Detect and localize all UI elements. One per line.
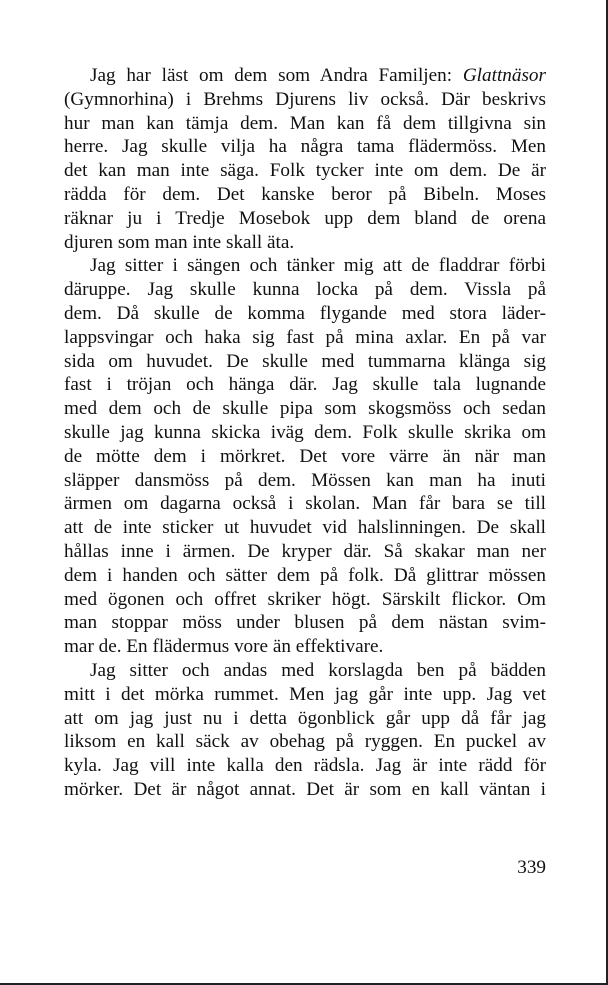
text-line: (Gymnorhina) i Brehms Djurens liv också. Där beskrivs [64, 88, 546, 110]
text-line: skulle jag kunna skicka iväg dem. Folk skulle skrika om [64, 421, 546, 443]
text-line: herre. Jag skulle vilja ha några tama flädermöss. Men [64, 136, 546, 158]
text-line [64, 64, 546, 88]
text-line: mitt i det mörka rummet. Men jag går inte upp. Jag vet [64, 683, 546, 705]
text-line: rädda för dem. Det kanske beror på Bibeln. Moses [64, 183, 546, 205]
text-line: kyla. Jag vill inte kalla den rädsla. Jag är inte rädd för [64, 755, 546, 777]
text-line: dem i handen och sätter dem på folk. Då glittrar mössen [64, 564, 546, 586]
text-line: ärmen om dagarna också i skolan. Man får bara se till [64, 493, 546, 515]
text-line: djuren som man inte skall äta. [64, 231, 295, 253]
text-line: fast i tröjan och hänga där. Jag skulle tala lugnande [64, 374, 546, 396]
text-line: lappsvingar och haka sig fast på mina axlar. En på var [64, 326, 546, 348]
text-line: hållas inne i ärmen. De kryper där. Så skakar man ner [64, 540, 546, 562]
text-line: att de inte sticker ut huvudet vid halslinningen. De skall [64, 517, 546, 539]
text-line: liksom en kall säck av obehag på ryggen. En puckel av [64, 731, 546, 753]
text-line: mar de. En flädermus vore än effektivare. [64, 636, 384, 658]
page-number: 339 [517, 857, 546, 878]
text-line: med dem och de skulle pipa som skogsmöss och sedan [64, 398, 546, 420]
text-line: att om jag just nu i detta ögonblick går upp då får jag [64, 707, 546, 729]
text-line: hur man kan tämja dem. Man kan få dem tillgivna sin [64, 112, 546, 134]
text-line: de mötte dem i mörkret. Det vore värre än när man [64, 445, 546, 467]
text-line: mörker. Det är något annat. Det är som en kall väntan i [64, 778, 546, 800]
text-line: Jag sitter och andas med korslagda ben på bädden [90, 659, 546, 681]
body-text [64, 64, 546, 802]
text-line: släpper dansmöss på dem. Mössen kan man ha inuti [64, 469, 546, 491]
text-line: dem. Då skulle de komma flygande med stora läder- [64, 302, 546, 324]
text-segment: Jag har läst om dem som Andra Familjen: [90, 65, 463, 86]
text-line: räknar ju i Tredje Mosebok upp dem bland de orena [64, 207, 546, 229]
text-line: med ögonen och offret skriker högt. Särskilt flickor. Om [64, 588, 546, 610]
italic-term: Glattnäsor [462, 65, 546, 86]
text-line: det kan man inte säga. Folk tycker inte om dem. De är [64, 160, 546, 182]
text-line: man stoppar möss under blusen på dem nästan svim- [64, 612, 546, 634]
text-line: däruppe. Jag skulle kunna locka på dem. Vissla på [64, 279, 546, 301]
text-line: Jag sitter i sängen och tänker mig att de fladdrar förbi [90, 255, 546, 277]
text-line: sida om huvudet. De skulle med tummarna klänga sig [64, 350, 546, 372]
